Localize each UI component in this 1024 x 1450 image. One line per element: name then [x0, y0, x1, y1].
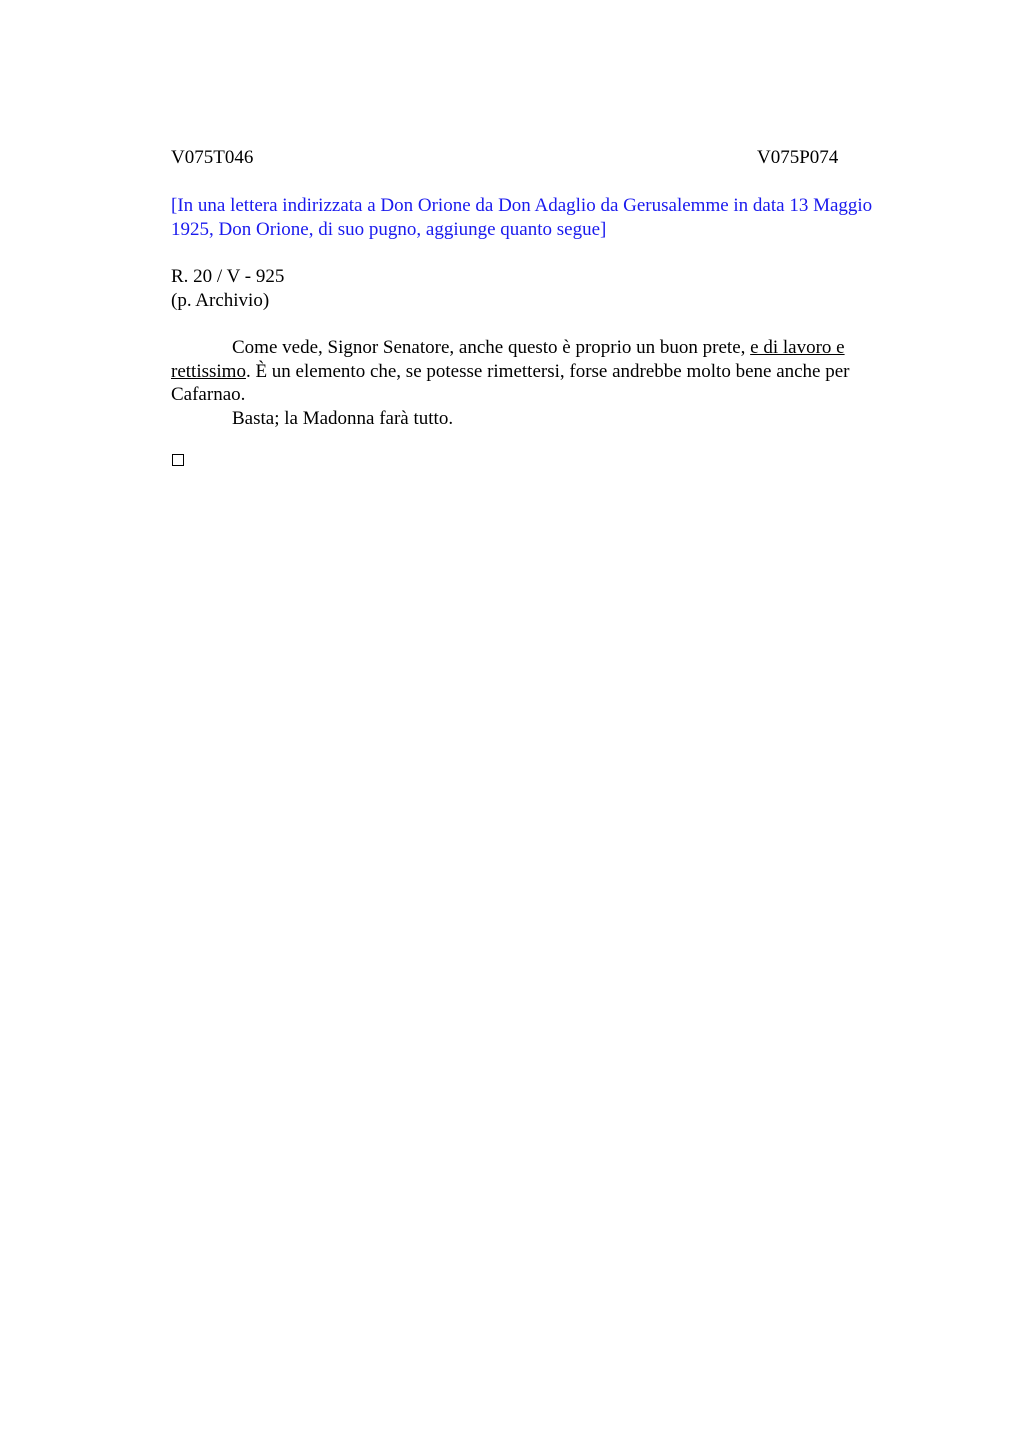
underlined-phrase: e di lavoro e rettissimo	[171, 337, 845, 382]
document-page	[171, 146, 911, 466]
document-header	[171, 146, 911, 170]
document-code-left: V075T046	[171, 147, 254, 168]
paragraph-1-text-end: . È un elemento che, se potesse rimettersi, forse andrebbe molto bene anche per Cafarnao.	[171, 360, 850, 405]
reference-block	[171, 265, 911, 312]
letter-body	[171, 336, 911, 430]
square-outline-icon	[172, 454, 184, 466]
editorial-note: [In una lettera indirizzata a Don Orione da Don Adaglio da Gerusalemme in data 13 Maggio 1925, Don Orione, di suo pugno, aggiunge quanto segue]	[171, 195, 873, 240]
reference-source: (p. Archivio)	[171, 289, 270, 311]
paragraph-1-text-start: Come vede, Signor Senatore, anche questo è proprio un buon prete,	[232, 337, 751, 358]
letter-paragraph-2: Basta; la Madonna farà tutto.	[232, 407, 454, 429]
reference-date: R. 20 / V - 925	[171, 266, 285, 287]
document-code-right: V075P074	[757, 147, 839, 168]
letter-paragraph-1	[171, 336, 911, 407]
